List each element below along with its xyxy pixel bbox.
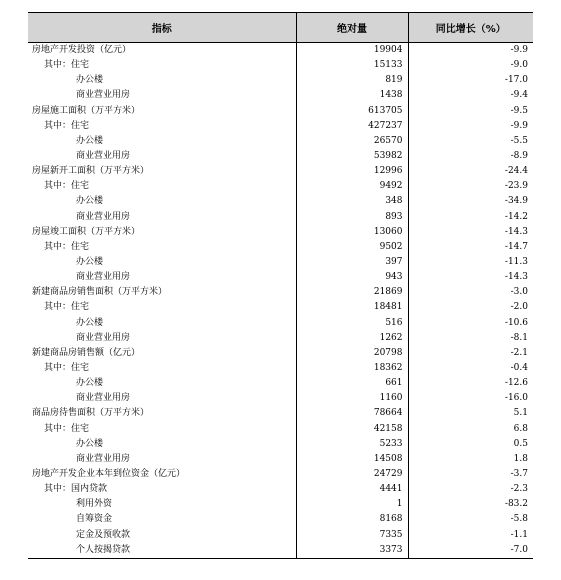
row-absolute-value: 1438	[296, 88, 408, 103]
row-absolute-value: 8168	[296, 512, 408, 527]
row-absolute-value: 9492	[296, 179, 408, 194]
row-yoy-growth: -23.9	[408, 179, 533, 194]
row-yoy-growth: -14.3	[408, 225, 533, 240]
row-yoy-growth: -16.0	[408, 391, 533, 406]
table-row	[28, 543, 533, 559]
header-indicator: 指标	[28, 13, 296, 43]
table-row	[28, 361, 533, 376]
row-yoy-growth: -3.7	[408, 467, 533, 482]
row-label: 个人按揭贷款	[28, 543, 296, 559]
row-yoy-growth: -14.7	[408, 240, 533, 255]
row-absolute-value: 1	[296, 497, 408, 512]
row-label: 其中：住宅	[44, 363, 90, 374]
row-absolute-value: 14508	[296, 452, 408, 467]
row-absolute-value: 26570	[296, 134, 408, 149]
row-absolute-value: 613705	[296, 104, 408, 119]
row-label: 办公楼	[76, 196, 104, 207]
table-row	[28, 482, 533, 497]
table-row	[28, 300, 533, 315]
row-absolute-value: 42158	[296, 422, 408, 437]
table-row	[28, 179, 533, 194]
row-absolute-value: 18481	[296, 300, 408, 315]
row-absolute-value: 5233	[296, 437, 408, 452]
row-label: 房地产开发投资（亿元）	[32, 45, 132, 56]
row-label: 办公楼	[76, 75, 104, 86]
row-yoy-growth: -7.0	[408, 543, 533, 559]
row-absolute-value: 53982	[296, 149, 408, 164]
row-yoy-growth: -9.0	[408, 58, 533, 73]
row-label: 其中：住宅	[44, 181, 90, 192]
row-absolute-value: 12996	[296, 164, 408, 179]
row-yoy-growth: -9.5	[408, 104, 533, 119]
table-row	[28, 225, 533, 240]
row-yoy-growth: -17.0	[408, 73, 533, 88]
row-absolute-value: 348	[296, 194, 408, 209]
row-label: 房地产开发企业本年到位资金（亿元）	[32, 469, 186, 479]
row-label: 自筹资金	[76, 514, 113, 525]
table-row	[28, 376, 533, 391]
table-row	[28, 119, 533, 134]
row-absolute-value: 13060	[296, 225, 408, 240]
header-absolute-value: 绝对量	[296, 13, 408, 43]
row-label: 商业营业用房	[76, 151, 131, 162]
row-label: 商业营业用房	[76, 332, 131, 343]
row-absolute-value: 9502	[296, 240, 408, 255]
row-label: 利用外资	[76, 499, 113, 510]
row-label: 办公楼	[76, 438, 104, 449]
row-yoy-growth: -2.3	[408, 482, 533, 497]
row-label: 定金及预收款	[76, 529, 131, 540]
row-absolute-value: 19904	[296, 43, 408, 59]
table-header-row	[28, 13, 533, 43]
row-yoy-growth: -10.6	[408, 316, 533, 331]
row-label: 商业营业用房	[76, 393, 131, 404]
row-label: 商业营业用房	[76, 90, 131, 101]
row-yoy-growth: -8.9	[408, 149, 533, 164]
table-row	[28, 240, 533, 255]
row-absolute-value: 18362	[296, 361, 408, 376]
row-label: 新建商品房销售面积（万平方米）	[32, 287, 168, 298]
table-row	[28, 497, 533, 512]
table-row	[28, 88, 533, 103]
table-row	[28, 452, 533, 467]
table-row	[28, 58, 533, 73]
row-yoy-growth: 6.8	[408, 422, 533, 437]
table-row	[28, 43, 533, 59]
row-yoy-growth: -9.4	[408, 88, 533, 103]
row-label: 其中：住宅	[44, 302, 90, 313]
table-row	[28, 149, 533, 164]
row-absolute-value: 20798	[296, 346, 408, 361]
row-yoy-growth: -8.1	[408, 331, 533, 346]
row-absolute-value: 21869	[296, 285, 408, 300]
row-absolute-value: 397	[296, 255, 408, 270]
row-yoy-growth: 1.8	[408, 452, 533, 467]
row-label: 其中：住宅	[44, 60, 90, 71]
row-absolute-value: 819	[296, 73, 408, 88]
row-absolute-value: 1160	[296, 391, 408, 406]
row-yoy-growth: -83.2	[408, 497, 533, 512]
table-row	[28, 270, 533, 285]
table-row	[28, 104, 533, 119]
row-absolute-value: 3373	[296, 543, 408, 559]
table-row	[28, 528, 533, 543]
row-yoy-growth: -5.8	[408, 512, 533, 527]
row-yoy-growth: -2.1	[408, 346, 533, 361]
row-label: 其中：住宅	[44, 241, 90, 252]
statistics-table	[28, 12, 533, 559]
row-label: 商品房待售面积（万平方米）	[32, 408, 150, 419]
table-row	[28, 316, 533, 331]
row-label: 新建商品房销售额（亿元）	[32, 347, 141, 358]
table-row	[28, 164, 533, 179]
row-yoy-growth: -12.6	[408, 376, 533, 391]
row-label: 其中：住宅	[44, 120, 90, 131]
row-label: 办公楼	[76, 257, 104, 268]
table-row	[28, 406, 533, 421]
row-label: 其中：国内贷款	[44, 484, 108, 495]
table-row	[28, 134, 533, 149]
table-row	[28, 391, 533, 406]
row-yoy-growth: -9.9	[408, 119, 533, 134]
row-label: 商业营业用房	[76, 211, 131, 222]
table-row	[28, 422, 533, 437]
row-label: 商业营业用房	[76, 453, 131, 464]
table-row	[28, 467, 533, 482]
row-yoy-growth: -14.3	[408, 270, 533, 285]
row-label: 办公楼	[76, 317, 104, 328]
row-absolute-value: 7335	[296, 528, 408, 543]
row-absolute-value: 15133	[296, 58, 408, 73]
row-absolute-value: 893	[296, 210, 408, 225]
row-label: 房屋新开工面积（万平方米）	[32, 166, 150, 177]
table-row	[28, 346, 533, 361]
table-row	[28, 285, 533, 300]
row-absolute-value: 661	[296, 376, 408, 391]
row-yoy-growth: -9.9	[408, 43, 533, 59]
table-row	[28, 512, 533, 527]
row-label: 其中：住宅	[44, 423, 90, 434]
row-label: 办公楼	[76, 135, 104, 146]
row-yoy-growth: 5.1	[408, 406, 533, 421]
row-absolute-value: 427237	[296, 119, 408, 134]
table-row	[28, 210, 533, 225]
table-row	[28, 73, 533, 88]
row-label: 商业营业用房	[76, 272, 131, 283]
row-yoy-growth: -0.4	[408, 361, 533, 376]
row-yoy-growth: -14.2	[408, 210, 533, 225]
row-yoy-growth: -1.1	[408, 528, 533, 543]
row-absolute-value: 24729	[296, 467, 408, 482]
table-row	[28, 437, 533, 452]
row-absolute-value: 4441	[296, 482, 408, 497]
row-absolute-value: 516	[296, 316, 408, 331]
row-yoy-growth: -2.0	[408, 300, 533, 315]
row-yoy-growth: -3.0	[408, 285, 533, 300]
row-label: 房屋施工面积（万平方米）	[32, 105, 141, 116]
row-yoy-growth: -34.9	[408, 194, 533, 209]
table-row	[28, 194, 533, 209]
table-row	[28, 331, 533, 346]
row-yoy-growth: -5.5	[408, 134, 533, 149]
row-yoy-growth: -11.3	[408, 255, 533, 270]
header-yoy-growth: 同比增长（%）	[408, 13, 533, 43]
row-yoy-growth: -24.4	[408, 164, 533, 179]
row-label: 房屋竣工面积（万平方米）	[32, 226, 141, 237]
table-body	[28, 43, 533, 559]
row-label: 办公楼	[76, 378, 104, 389]
row-absolute-value: 1262	[296, 331, 408, 346]
row-absolute-value: 78664	[296, 406, 408, 421]
row-absolute-value: 943	[296, 270, 408, 285]
row-yoy-growth: 0.5	[408, 437, 533, 452]
table-row	[28, 255, 533, 270]
